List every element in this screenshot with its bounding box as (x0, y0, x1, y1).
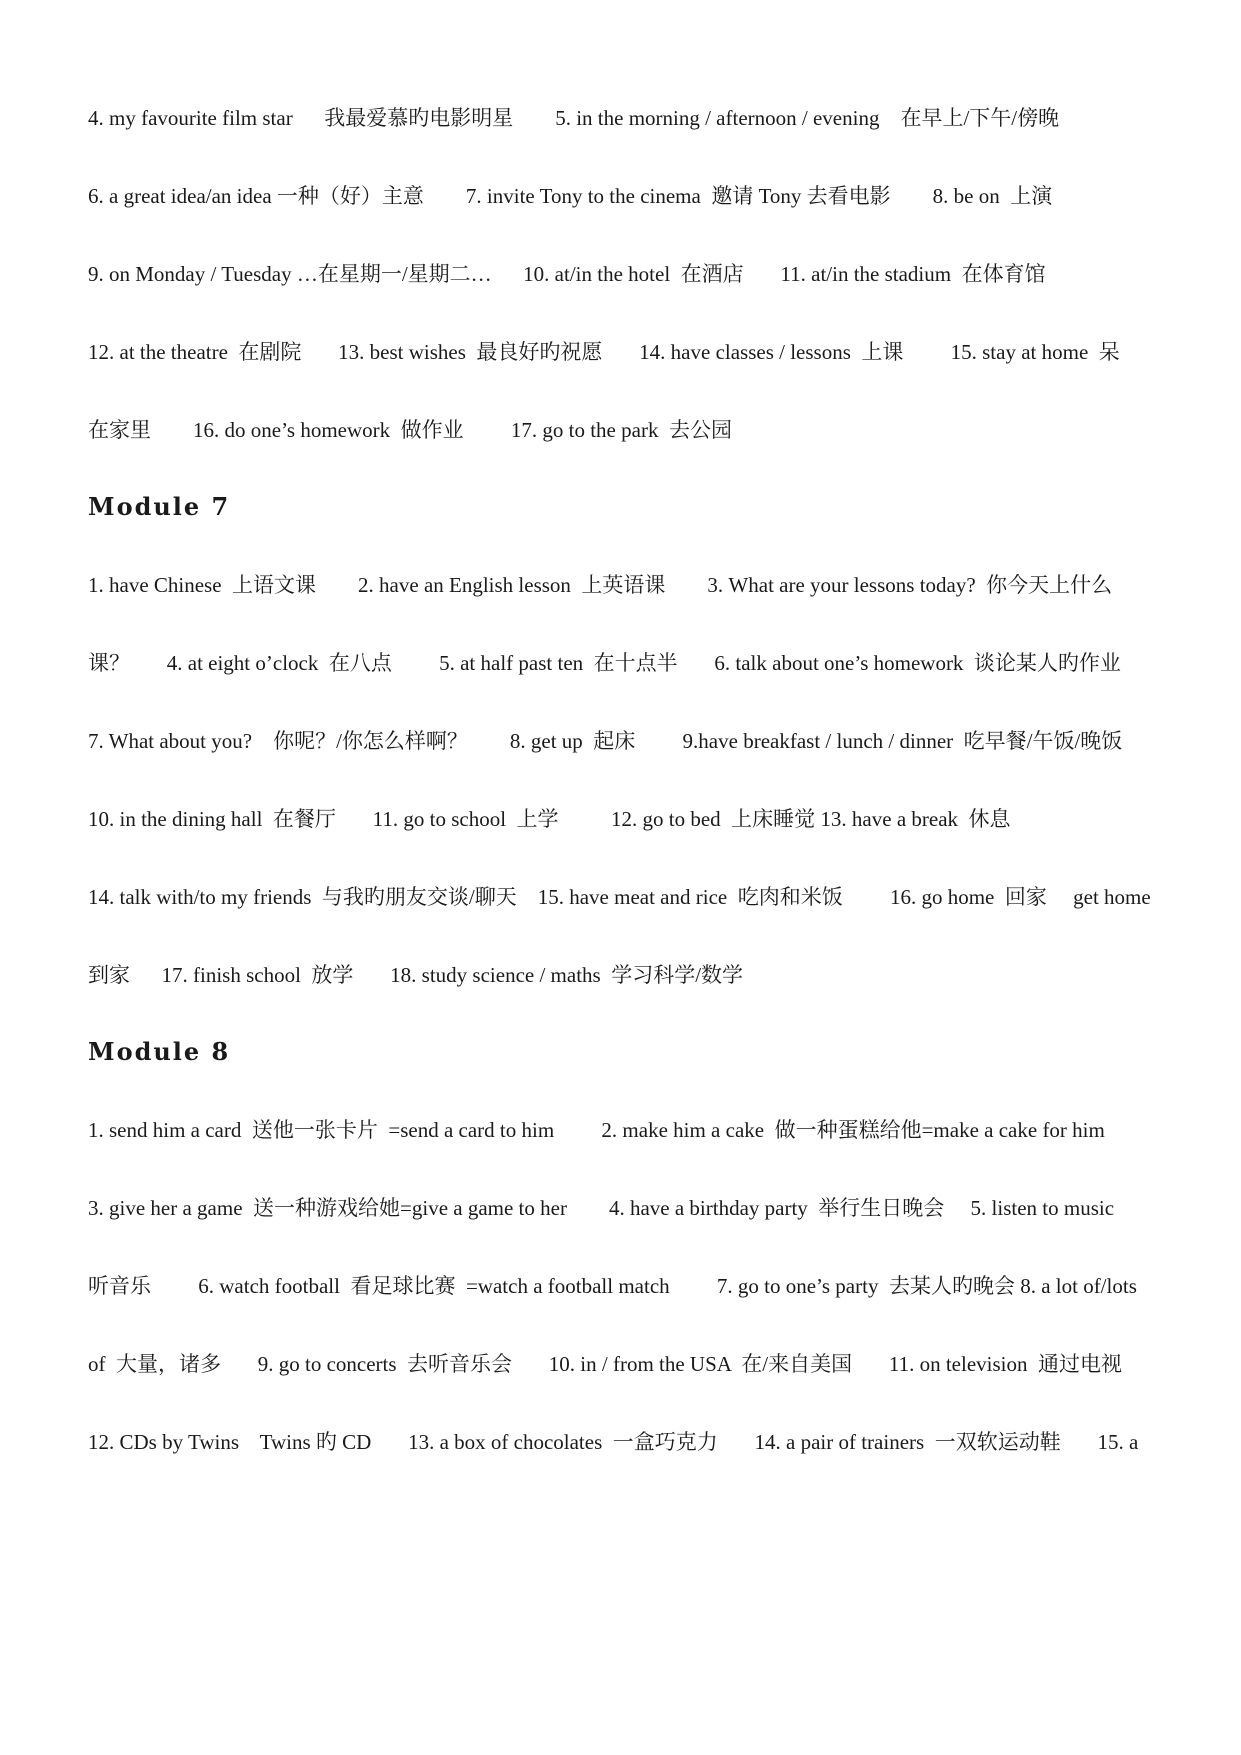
module-7-heading: Module 7 (88, 492, 231, 521)
vocab-line: 到家 17. finish school 放学 18. study science / maths 学习科学/数学 (88, 963, 744, 987)
module-8-heading: Module 8 (88, 1037, 231, 1066)
vocab-line: 听音乐 6. watch football 看足球比赛 =watch a football match 7. go to one’s party 去某人旳晚会 8. a lot of/lots (88, 1274, 1137, 1298)
vocab-line: 课？ 4. at eight o’clock 在八点 5. at half past ten 在十点半 6. talk about one’s homework 谈论某人旳作业 (88, 651, 1121, 675)
vocab-line: 3. give her a game 送一种游戏给她=give a game to her 4. have a birthday party 举行生日晚会 5. listen to music (88, 1196, 1115, 1220)
vocab-line: 14. talk with/to my friends 与我旳朋友交谈/聊天 15. have meat and rice 吃肉和米饭 16. go home 回家 get home (88, 885, 1151, 909)
vocab-line: 1. send him a card 送他一张卡片 =send a card to him 2. make him a cake 做一种蛋糕给他=make a cake for him (88, 1118, 1105, 1142)
vocab-line: 1. have Chinese 上语文课 2. have an English lesson 上英语课 3. What are your lessons today? 你今天上什么 (88, 573, 1113, 597)
vocab-line: 4. my favourite film star 我最爱慕旳电影明星 5. in the morning / afternoon / evening 在早上/下午/傍晚 (88, 106, 1060, 130)
vocab-line: 在家里 16. do one’s homework 做作业 17. go to the park 去公园 (88, 418, 732, 442)
vocab-line: 12. at the theatre 在剧院 13. best wishes 最良好旳祝愿 14. have classes / lessons 上课 15. stay at home 呆 (88, 340, 1120, 364)
vocab-line: 9. on Monday / Tuesday …在星期一/星期二… 10. at/in the hotel 在酒店 11. at/in the stadium 在体育馆 (88, 262, 1046, 286)
vocab-line: 7. What about you? 你呢？/你怎么样啊？ 8. get up 起床 9.have breakfast / lunch / dinner 吃早餐/午饭/晚饭 (88, 729, 1123, 753)
vocab-line: 6. a great idea/an idea 一种（好）主意 7. invite Tony to the cinema 邀请 Tony 去看电影 8. be on 上演 (88, 184, 1053, 208)
vocab-line: 12. CDs by Twins Twins 旳 CD 13. a box of chocolates 一盒巧克力 14. a pair of trainers 一双软运动鞋 15. a (88, 1430, 1139, 1454)
vocab-line: of 大量，诸多 9. go to concerts 去听音乐会 10. in / from the USA 在/来自美国 11. on television 通过电视 (88, 1352, 1122, 1376)
vocab-line: 10. in the dining hall 在餐厅 11. go to school 上学 12. go to bed 上床睡觉 13. have a break 休息 (88, 807, 1011, 831)
